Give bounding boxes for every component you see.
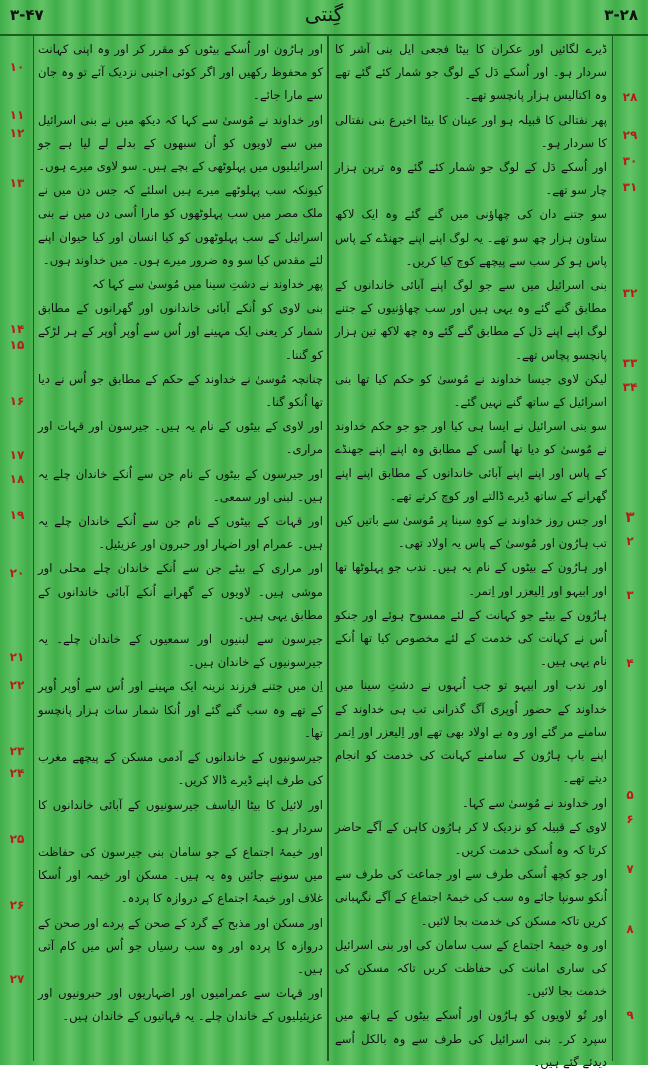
verse-number: ۶ <box>626 812 634 826</box>
verse-number: ۱۶ <box>9 394 25 408</box>
right-text-column <box>335 38 607 1069</box>
verse-number: ۱۲ <box>9 126 25 140</box>
right-margin-rule <box>612 36 613 1061</box>
verse: اور خداوند نے مُوسیٰ سے کہا کہ دیکھ میں نے بنی اسرائیل میں سے لاویوں کو اُن سبھوں کے بدلے لے لیا ہے جو اسرائیلیوں میں پہلوٹھی کے بچے ہیں۔ سو لاوی میرے ہوں۔ <box>38 112 323 174</box>
verse: ہارُون کے بیٹے جو کہانت کے لئے ممسوح ہوئے اور جنکو اُس نے کہانت کی خدمت کے لئے مخصوص کیا تھا اُنکے نام یہی ہیں۔ <box>335 607 607 669</box>
verse: اور ندب اور ابیہو تو جب اُنہوں نے دشتِ سینا میں خداوند کے حضور اُوپری آگ گذرانی تب ہی خداوند کے سامنے مر گئے اور وہ بے اولاد بھی تھے اور اِلیعزر اور اِتمر اپنے باپ ہارُون کے سامنے کہانت کی خدمت کو انجام دیتے تھے۔ <box>335 678 607 786</box>
left-margin-rule <box>33 36 34 1061</box>
verse: سو جتنے دان کی چھاؤنی میں گنے گئے وہ ایک لاکھ ستاون ہزار چھ سو تھے۔ یہ لوگ اپنے اپنے جھنڈے کے پاس پاس ہو کر سب سے پیچھے کوچ کیا کریں۔ <box>335 207 607 268</box>
verse: اور خداوند نے مُوسیٰ سے کہا۔ <box>462 795 607 810</box>
verse-number: ۳۴ <box>622 380 638 394</box>
verse: پھر نفتالی کا قبیلہ ہو اور عینان کا بیٹا اخیرع بنی نفتالی کا سردار ہو۔ <box>335 112 607 150</box>
verse-number: ۱۷ <box>9 448 25 462</box>
verse: بنی لاوی کو اُنکے آبائی خاندانوں اور گھرانوں کے مطابق شمار کر یعنی ایک مہینے اور اُس سے اُوپر اُوپر کے ہر لڑکے کو گننا۔ <box>38 301 323 362</box>
left-verse-numbers <box>4 38 30 1057</box>
verse: پھر خداوند نے دشتِ سینا میں مُوسیٰ سے کہا کہ <box>92 277 323 292</box>
verse: لاوی کے قبیلہ کو نزدیک لا کر ہارُون کاہن کے آگے حاضر کرتا کہ وہ اُسکی خدمت کریں۔ <box>335 819 607 857</box>
verse: بنی اسرائیل میں سے جو لوگ اپنے آبائی خاندانوں کے مطابق گنے گئے وہ یہی ہیں اور سب چھاؤنیوں کے جتنے لوگ اپنے اپنے دَل کے مطابق گنے گئے وہ چھ لاکھ تین ہزار پانچسو پچاس تھے۔ <box>335 278 607 362</box>
verse-number: ۳۰ <box>622 154 638 168</box>
verse-number: ۱۳ <box>9 176 25 190</box>
verse-number: ۲۳ <box>9 744 25 758</box>
right-verse-numbers <box>616 38 644 1057</box>
verse: اِن میں جتنے فرزند نرینہ ایک مہینے اور اُس سے اُوپر اُوپر کے تھے وہ سب گنے گئے اور اُنکا شمار سات ہزار پانچسو تھا۔ <box>38 679 323 740</box>
verse: چنانچہ مُوسیٰ نے خداوند کے حکم کے مطابق جو اُس نے دیا تھا اُنکو گنا۔ <box>38 371 323 410</box>
verse: اور وہ خیمۂ اجتماع کے سب سامان کی اور بنی اسرائیل کی ساری امانت کی حفاظت کریں تاکہ مسکن کی خدمت بجا لائیں۔ <box>335 937 607 999</box>
verse-number: ۲ <box>626 534 634 548</box>
verse: اور جس روز خداوند نے کوہِ سینا پر مُوسیٰ سے باتیں کیں تب ہارُون اور مُوسیٰ کے پاس یہ اولاد تھی۔ <box>335 513 607 551</box>
verse: اور ہارُون اور اُسکے بیٹوں کو مقرر کر اور وہ اپنی کہانت کو محفوظ رکھیں اور اگر کوئی اجنبی نزدیک آئے تو وہ جان سے مارا جائے۔ <box>38 42 323 103</box>
verse-number: ۲۰ <box>9 566 25 580</box>
verse: ڈیرے لگائیں اور عکران کا بیٹا فجعی ایل بنی آشر کا سردار ہو۔ اور اُسکے دَل کے لوگ جو شمار کئے گئے تھے وہ اکتالیس ہزار پانچسو تھے۔ <box>335 42 607 103</box>
verse-number: ۱۱ <box>9 108 25 122</box>
verse: اور لاوی کے بیٹوں کے نام یہ ہیں۔ جیرسون اور قہات اور مراری۔ <box>38 419 323 457</box>
verse-number: ۱۵ <box>9 338 25 352</box>
verse-number: ۲۸ <box>622 90 638 104</box>
verse-number: ۲۹ <box>622 128 638 142</box>
verse-number: ۳۲ <box>622 286 638 300</box>
verse: اور جو کچھ اُسکی طرف سے اور جماعت کی طرف سے اُنکو سونپا جائے وہ سب کی خیمۂ اجتماع کے آگے نگہبانی کریں تاکہ مسکن کی خدمت بجا لائیں۔ <box>335 867 607 928</box>
verse-number: ۳ <box>626 588 634 602</box>
chapter-number: ۳ <box>625 508 635 526</box>
verse: جیرسونیوں کے خاندانوں کے آدمی مسکن کے پیچھے مغرب کی طرف اپنے ڈیرے ڈالا کریں۔ <box>38 750 323 788</box>
verse-number: ۲۱ <box>9 650 25 664</box>
verse-number: ۲۷ <box>9 972 25 986</box>
page-number-left: ۳-۴۷ <box>10 6 44 24</box>
verse-number: ۴ <box>626 656 634 670</box>
verse: اور مسکن اور مذبح کے گرد کے صحن کے پردے اور صحن کے دروازہ کا پردہ اور وہ سب رسیاں جو اُس میں کام آتی ہیں۔ <box>38 915 323 976</box>
book-title: گِنتی <box>304 2 344 26</box>
verse: اور لائیل کا بیٹا الیاسف جیرسونیوں کے آبائی خاندانوں کا سردار ہو۔ <box>38 797 323 835</box>
verse: اور ہارُون کے بیٹوں کے نام یہ ہیں۔ ندب جو پہلوٹھا تھا اور ابیہو اور اِلیعزر اور اِتمر۔ <box>335 560 607 598</box>
verse-number: ۱۴ <box>9 322 25 336</box>
verse-number: ۲۴ <box>9 766 25 780</box>
left-text-column <box>38 38 323 1057</box>
verse-number: ۹ <box>626 1008 634 1022</box>
verse-number: ۷ <box>626 862 634 876</box>
verse-number: ۱۸ <box>9 472 25 486</box>
verse: کیونکہ سب پہلوٹھے میرے ہیں اسلئے کہ جس دن میں نے ملک مصر میں سب پہلوٹھوں کو مارا اُسی دن میں نے بنی اسرائیل کے سب پہلوٹھوں کو کیا انسان اور کیا حیوان اپنے لئے مقدس کیا سو وہ ضرور میرے ہوں۔ میں خداوند ہوں۔ <box>38 183 323 267</box>
verse: اور خیمۂ اجتماع کے جو سامان بنی جیرسون کی حفاظت میں سونپے جائیں وہ یہ ہیں۔ مسکن اور خیمہ اور اُسکا غلاف اور خیمۂ اجتماع کے دروازہ کا پردہ۔ <box>38 844 323 906</box>
verse-number: ۸ <box>626 922 634 936</box>
verse-number: ۳۳ <box>622 356 638 370</box>
verse: جیرسون سے لبنیوں اور سمعیوں کے خاندان چلے۔ یہ جیرسونیوں کے خاندان ہیں۔ <box>38 632 323 670</box>
verse: اور مراری کے بیٹے جن سے اُنکے خاندان چلے محلی اور موشی ہیں۔ لاویوں کے گھرانے اُنکے آبائی خاندانوں کے مطابق یہی ہیں۔ <box>38 561 323 622</box>
verse-number: ۱۰ <box>9 60 25 74</box>
verse-number: ۲۶ <box>9 898 25 912</box>
verse-number: ۱۹ <box>9 508 25 522</box>
verse-number: ۲۲ <box>9 678 25 692</box>
verse-number: ۵ <box>626 788 634 802</box>
verse-number: ۲۵ <box>9 832 25 846</box>
verse-number: ۳۱ <box>622 180 638 194</box>
column-divider <box>327 36 329 1061</box>
verse: اور جیرسون کے بیٹوں کے نام جن سے اُنکے خاندان چلے یہ ہیں۔ لبنی اور سمعی۔ <box>38 466 323 504</box>
page-number-right: ۳-۲۸ <box>604 6 638 24</box>
verse: اور قہات سے عمرامیوں اور اضہاریوں اور حبرونیوں اور عزیئیلیوں کے خاندان چلے۔ یہ قہاتیوں کے خاندان ہیں۔ <box>38 986 323 1024</box>
verse: سو بنی اسرائیل نے ایسا ہی کیا اور جو جو حکم خداوند نے مُوسیٰ کو دیا تھا اُسی کے مطابق وہ اپنے اپنے جھنڈے کے پاس اور اپنے اپنے آبائی خاندانوں کے مطابق اپنے اپنے گھرانے کے ساتھ ڈیرے ڈالتے اور کوچ کرتے تھے۔ <box>335 419 607 503</box>
verse: اور قہات کے بیٹوں کے نام جن سے اُنکے خاندان چلے یہ ہیں۔ عمرام اور اضہار اور حبرون اور عزیئیل۔ <box>38 514 323 552</box>
verse: اور اُسکے دَل کے لوگ جو شمار کئے گئے وہ ترپن ہزار چار سو تھے۔ <box>335 160 607 198</box>
page-header <box>0 0 648 36</box>
verse: اور تُو لاویوں کو ہارُون اور اُسکے بیٹوں کے ہاتھ میں سپرد کر۔ بنی اسرائیل کی طرف سے وہ بالکل اُسے دیدئے گئے ہیں۔ <box>335 1008 607 1069</box>
verse: لیکن لاوی جیسا خداوند نے مُوسیٰ کو حکم کیا تھا بنی اسرائیل کے ساتھ گنے نہیں گئے۔ <box>335 371 607 410</box>
